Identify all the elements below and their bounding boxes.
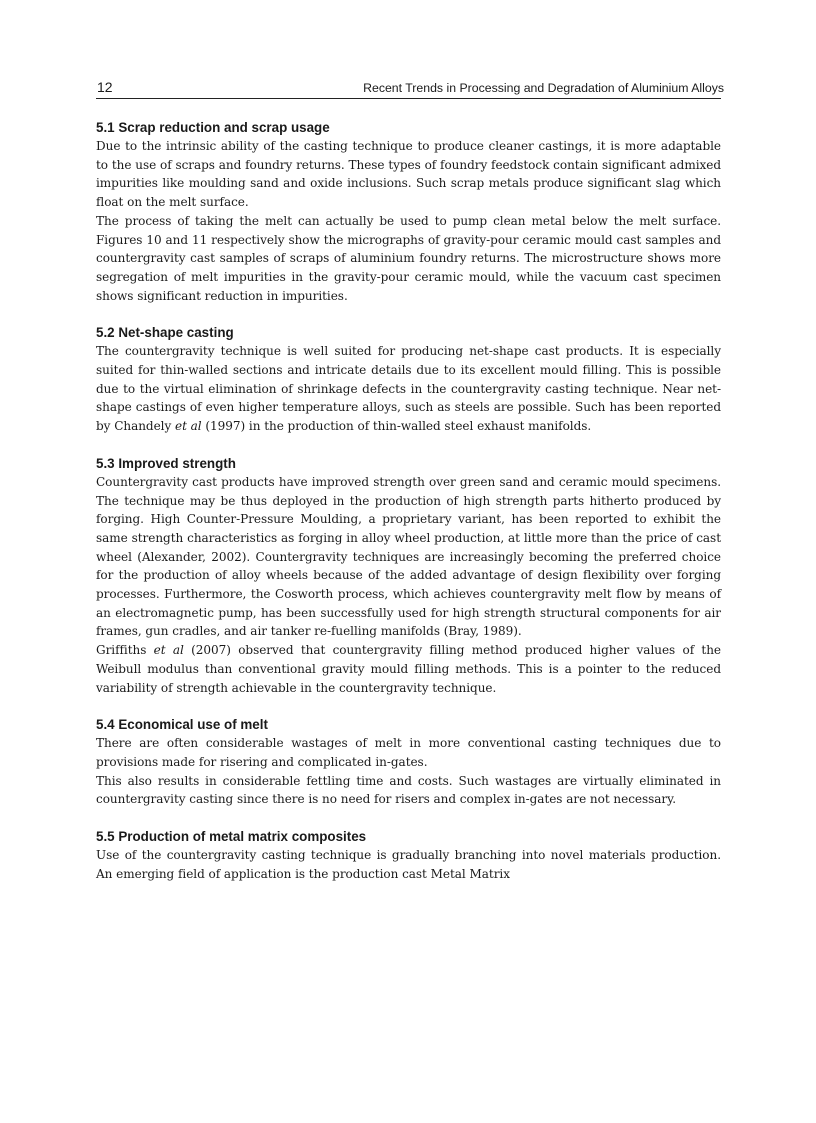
paragraph — [96, 641, 721, 697]
page-header — [96, 78, 724, 99]
paragraph: The process of taking the melt can actually be used to pump clean metal below the melt surface. Figures 10 and 11 respectively show the micrographs of gravity-pour ceramic mould cast samples and countergravity cast samples of scraps of aluminium foundry returns. The microstructure shows more segregation of melt impurities in the gravity-pour ceramic mould, while the vacuum cast specimen shows significant reduction in impurities. — [96, 213, 721, 303]
page-content — [96, 119, 721, 884]
text-run: (1997) in the production of thin-walled steel exhaust manifolds. — [201, 419, 592, 434]
italic-citation: et al — [153, 643, 184, 658]
section-title-5-1: 5.1 Scrap reduction and scrap usage — [96, 120, 330, 135]
section-title-5-4: 5.4 Economical use of melt — [96, 717, 268, 733]
text-run: (2007) observed that countergravity filling method produced higher values of the Weibull modulus than conventional gravity mould filling methods. This is a pointer to the reduced variability of strength achievable in the countergravity technique. — [96, 643, 722, 695]
text-run: Griffiths — [96, 643, 154, 658]
paragraph — [96, 342, 721, 436]
paragraph: Countergravity cast products have improved strength over green sand and ceramic mould specimens. The technique may be thus deployed in the production of high strength parts hitherto produced by forging. High Counter-Pressure Moulding, a proprietary variant, has been reported to exhibit the same strength characteristics as forging in alloy wheel production, at little more than the price of cast wheel (Alexander, 2002). Countergravity techniques are increasingly becoming the preferred choice for the production of alloy wheels because of the added advantage of design flexibility over forging processes. Furthermore, the Cosworth process, which achieves countergravity melt flow by means of an electromagnetic pump, has been successfully used for high strength structural components for air frames, gun cradles, and air tanker re-fuelling manifolds (Bray, 1989). — [96, 474, 721, 639]
italic-citation: et al — [175, 419, 202, 434]
section-title-5-5: 5.5 Production of metal matrix composites — [96, 829, 367, 845]
section-gap — [96, 809, 721, 828]
section-gap — [96, 305, 721, 324]
section-title-5-3: 5.3 Improved strength — [96, 455, 236, 471]
paragraph: This also results in considerable fettling time and costs. Such wastages are virtually eliminated in countergravity casting since there is no need for risers and complex in-gates are not necessary. — [96, 773, 721, 807]
document-page — [96, 78, 724, 884]
section-gap — [96, 436, 721, 455]
paragraph: Due to the intrinsic ability of the casting technique to produce cleaner castings, it is more adaptable to the use of scraps and foundry returns. These types of foundry feedstock contain significant admixed impurities like moulding sand and oxide inclusions. Such scrap metals produce significant slag which float on the melt surface. — [96, 139, 721, 210]
section-title-5-2: 5.2 Net-shape casting — [96, 325, 234, 341]
section-gap — [96, 697, 721, 716]
text-run: The countergravity technique is well suited for producing net-shape cast products. It is especially suited for thin-walled sections and intricate details due to its excellent mould filling. This is possible due to the virtual elimination of shrinkage defects in the countergravity casting technique. Near net-shape castings of even higher temperature alloys, such as steels are possible. Such has been reported by Chandely — [96, 344, 721, 434]
paragraph: There are often considerable wastages of melt in more conventional casting techniques due to provisions made for risering and complicated in-gates. — [96, 736, 721, 769]
running-title: Recent Trends in Processing and Degradation of Aluminium Alloys — [363, 81, 724, 95]
paragraph: Use of the countergravity casting technique is gradually branching into novel materials production. An emerging field of application is the production cast Metal Matrix — [96, 848, 721, 881]
page-number: 12 — [97, 79, 113, 95]
